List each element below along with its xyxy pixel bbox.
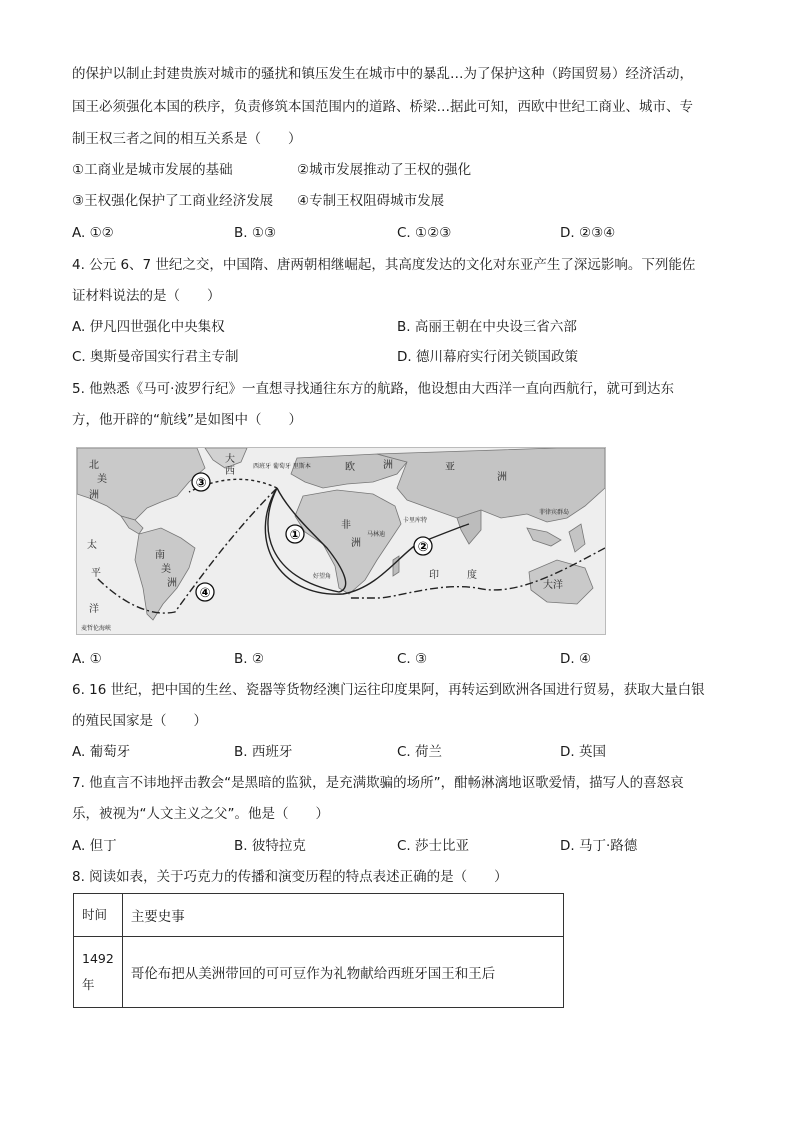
- svg-text:菲律宾群岛: 菲律宾群岛: [539, 509, 570, 516]
- q3-statement-3: ③王权强化保护了工商业经济发展: [72, 193, 274, 209]
- q3-text-line-2: 国王必须强化本国的秩序，负责修筑本国范围内的道路、桥梁…据此可知，西欧中世纪工商业、城市、专: [72, 99, 693, 115]
- route-marker-4: [196, 583, 214, 601]
- q6-stem-line-1: 6. 16 世纪，把中国的生丝、瓷器等货物经澳门运往印度果阿，再转运到欧洲各国进行贸易，获取大量白银: [72, 682, 705, 698]
- voyage-route-map: [76, 447, 606, 635]
- q7-stem-line-1: 7. 他直言不讳地抨击教会“是黑暗的监狱，是充满欺骗的场所”，酣畅淋漓地讴歌爱情，描写人的喜怒哀: [72, 775, 684, 791]
- svg-text:印: 印: [429, 570, 439, 581]
- svg-text:欧: 欧: [345, 462, 355, 473]
- svg-text:大洋: 大洋: [543, 580, 563, 591]
- table-row: [74, 937, 564, 1008]
- svg-text:北: 北: [89, 460, 99, 471]
- route-marker-2: [414, 537, 432, 555]
- table-cell-year: [74, 937, 123, 1008]
- q4-stem-line-1: 4. 公元 6、7 世纪之交，中国隋、唐两朝相继崛起，其高度发达的文化对东亚产生了深远影响。下列能佐: [72, 257, 696, 273]
- q6-option-c[interactable]: C. 荷兰: [397, 744, 443, 760]
- q3-statement-1: ①工商业是城市发展的基础: [72, 162, 233, 178]
- svg-text:好望角: 好望角: [313, 573, 332, 580]
- year-number: 1492: [82, 951, 114, 966]
- q4-option-d[interactable]: D. 德川幕府实行闭关锁国政策: [397, 349, 578, 365]
- q3-text-line-3: 制王权三者之间的相互关系是（ ）: [72, 131, 302, 147]
- table-header-event: 主要史事: [122, 894, 563, 937]
- svg-text:④: ④: [199, 586, 211, 601]
- svg-text:美: 美: [97, 474, 107, 485]
- q5-option-d[interactable]: D. ④: [560, 651, 592, 667]
- q5-option-a[interactable]: A. ①: [72, 651, 102, 667]
- q7-option-b[interactable]: B. 彼特拉克: [234, 838, 306, 854]
- q4-stem-line-2: 证材料说法的是（ ）: [72, 288, 221, 304]
- q6-stem-line-2: 的殖民国家是（ ）: [72, 713, 207, 729]
- q8-stem-line-1: 8. 阅读如表，关于巧克力的传播和演变历程的特点表述正确的是（ ）: [72, 869, 508, 885]
- q4-option-a[interactable]: A. 伊凡四世强化中央集权: [72, 319, 225, 335]
- svg-text:③: ③: [195, 476, 207, 491]
- svg-text:洲: 洲: [383, 460, 393, 471]
- q3-statement-4: ④专制王权阻碍城市发展: [297, 193, 445, 209]
- svg-text:卡里库特: 卡里库特: [403, 517, 428, 524]
- q7-option-a[interactable]: A. 但丁: [72, 838, 117, 854]
- svg-text:太: 太: [87, 540, 97, 551]
- q4-option-b[interactable]: B. 高丽王朝在中央设三省六部: [397, 319, 577, 335]
- svg-text:②: ②: [417, 540, 429, 555]
- svg-text:洲: 洲: [167, 578, 177, 589]
- svg-text:平: 平: [91, 568, 101, 579]
- year-suffix: 年: [82, 977, 95, 992]
- q5-option-b[interactable]: B. ②: [234, 651, 264, 667]
- chocolate-history-table: [73, 893, 564, 1008]
- svg-text:西班牙 葡萄牙 里斯本: 西班牙 葡萄牙 里斯本: [253, 463, 311, 470]
- q3-option-a[interactable]: A. ①②: [72, 225, 114, 241]
- svg-text:洲: 洲: [497, 472, 507, 483]
- svg-text:洋: 洋: [89, 604, 99, 615]
- q3-option-b[interactable]: B. ①③: [234, 225, 277, 241]
- q5-option-c[interactable]: C. ③: [397, 651, 428, 667]
- svg-text:洲: 洲: [351, 538, 361, 549]
- q6-option-a[interactable]: A. 葡萄牙: [72, 744, 131, 760]
- svg-text:①: ①: [289, 528, 301, 543]
- q7-stem-line-2: 乐，被视为“人文主义之父”。他是（ ）: [72, 806, 329, 822]
- q3-option-d[interactable]: D. ②③④: [560, 225, 616, 241]
- svg-text:亚: 亚: [445, 462, 455, 473]
- svg-text:大: 大: [225, 454, 235, 465]
- svg-text:南: 南: [155, 550, 165, 561]
- q3-statement-2: ②城市发展推动了王权的强化: [297, 162, 472, 178]
- svg-text:非: 非: [341, 520, 351, 531]
- table-header-row: [74, 894, 564, 937]
- table-header-time: 时间: [74, 894, 123, 937]
- table-cell-event: 哥伦布把从美洲带回的可可豆作为礼物献给西班牙国王和王后: [122, 937, 563, 1008]
- svg-text:马林迪: 马林迪: [367, 531, 386, 538]
- svg-text:西: 西: [225, 466, 235, 477]
- svg-text:美: 美: [161, 564, 171, 575]
- world-map-svg: [77, 448, 605, 634]
- q5-stem-line-2: 方，他开辟的“航线”是如图中（ ）: [72, 412, 302, 428]
- q3-option-c[interactable]: C. ①②③: [397, 225, 452, 241]
- q6-option-d[interactable]: D. 英国: [560, 744, 606, 760]
- q5-stem-line-1: 5. 他熟悉《马可·波罗行纪》一直想寻找通往东方的航路，他设想由大西洋一直向西航行，就可到达东: [72, 381, 674, 397]
- q7-option-d[interactable]: D. 马丁·路德: [560, 838, 638, 854]
- q6-option-b[interactable]: B. 西班牙: [234, 744, 293, 760]
- q4-option-c[interactable]: C. 奥斯曼帝国实行君主专制: [72, 349, 239, 365]
- svg-text:洲: 洲: [89, 490, 99, 501]
- svg-text:度: 度: [467, 570, 477, 581]
- svg-text:麦哲伦海峡: 麦哲伦海峡: [81, 625, 112, 632]
- q7-option-c[interactable]: C. 莎士比亚: [397, 838, 470, 854]
- q3-text-line-1: 的保护以制止封建贵族对城市的骚扰和镇压发生在城市中的暴乱…为了保护这种（跨国贸易）经济活动，: [72, 66, 693, 82]
- route-marker-1: [286, 525, 304, 543]
- route-marker-3: [192, 473, 210, 491]
